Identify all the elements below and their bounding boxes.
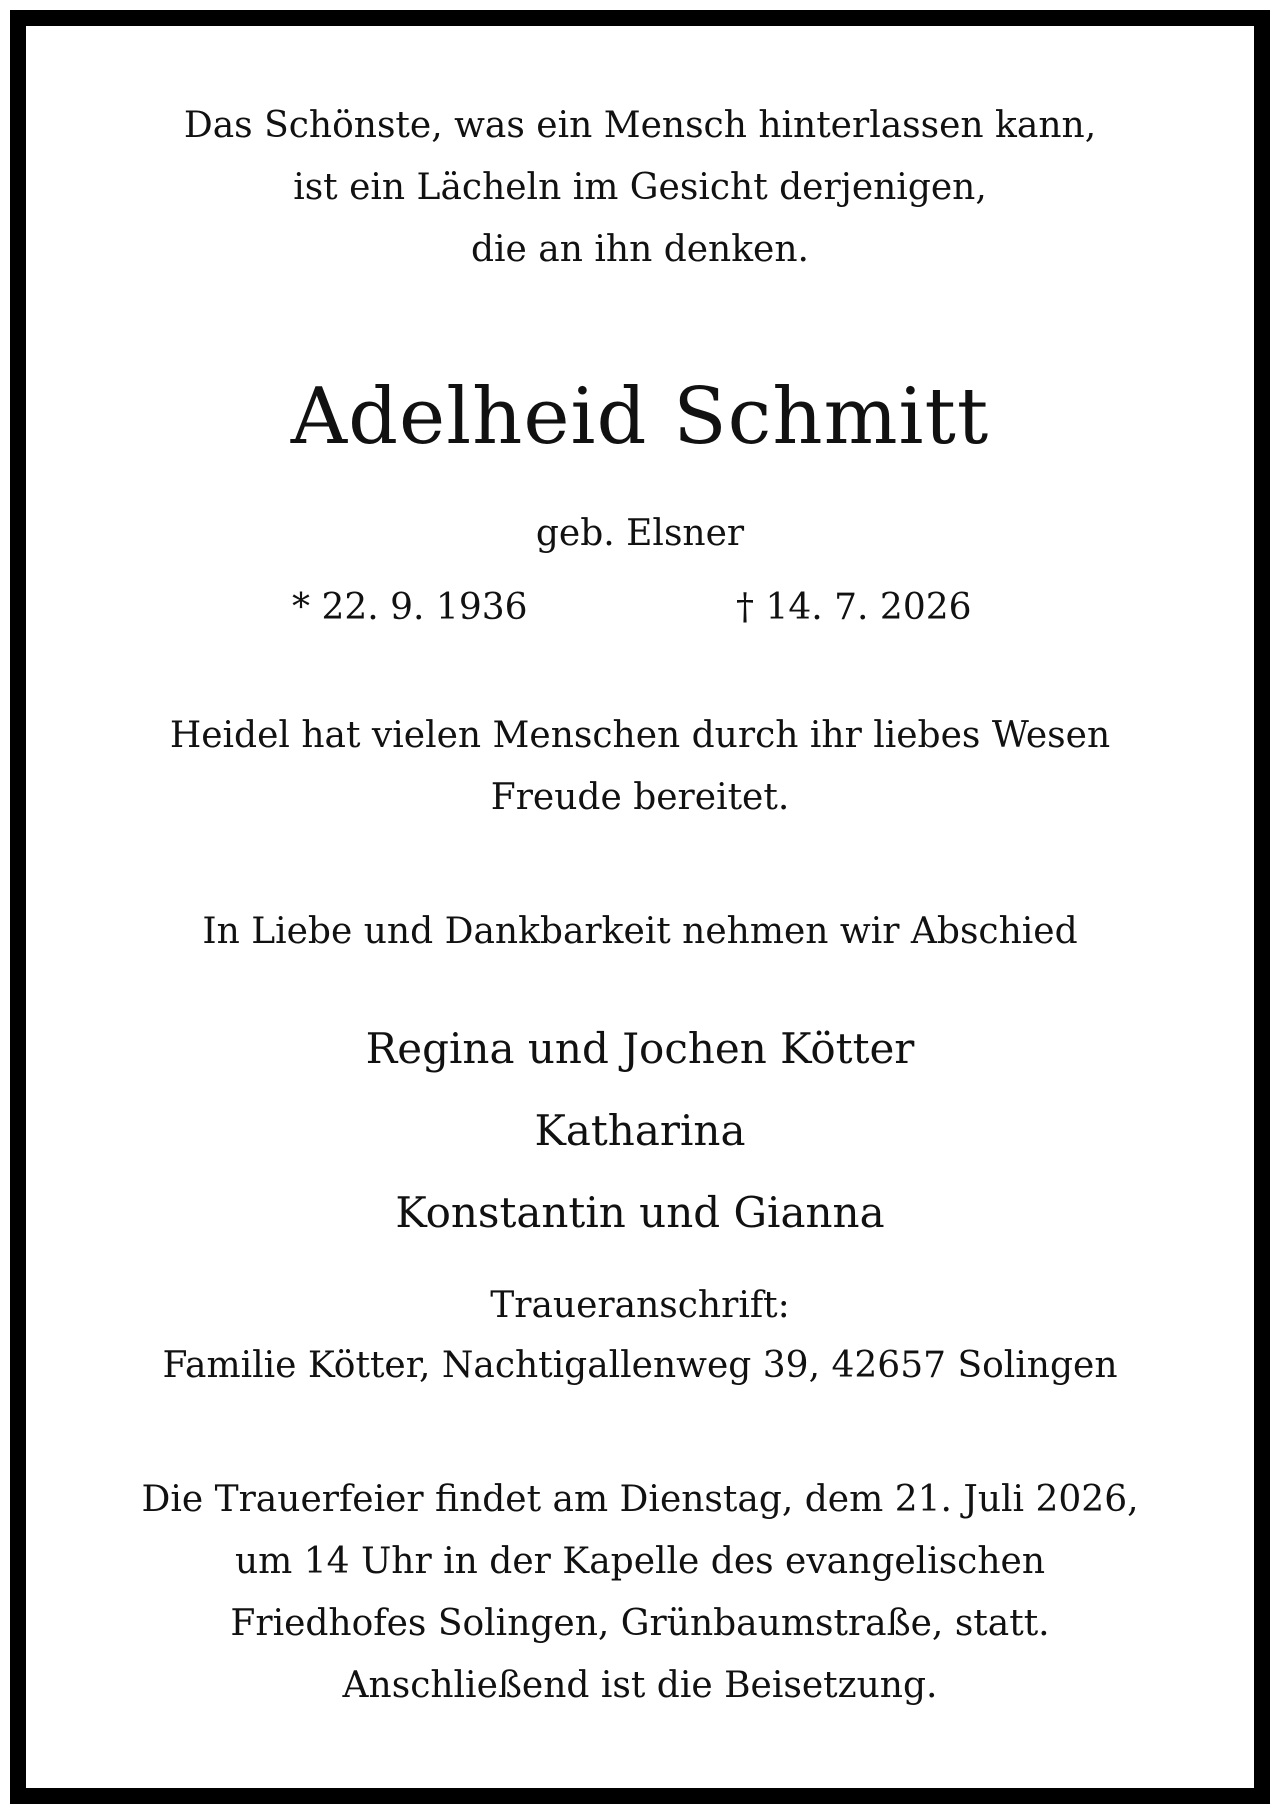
birth-date: * 22. 9. 1936 <box>292 587 528 628</box>
mourner-1: Regina und Jochen Kötter <box>365 1024 915 1073</box>
tribute-line-1: Heidel hat vielen Menschen durch ihr liebes Wesen <box>169 715 1111 756</box>
deceased-name: Adelheid Schmitt <box>290 372 990 462</box>
obituary-notice <box>10 10 1270 1804</box>
mourning-address: Familie Kötter, Nachtigallenweg 39, 42657 Solingen <box>162 1345 1118 1386</box>
ceremony-line-2: um 14 Uhr in der Kapelle des evangelischen <box>234 1541 1046 1582</box>
address-label: Traueranschrift: <box>490 1285 790 1326</box>
ceremony-line-1: Die Trauerfeier findet am Dienstag, dem 21. Juli 2026, <box>141 1479 1139 1520</box>
quote-line-2: ist ein Lächeln im Gesicht derjenigen, <box>293 167 987 208</box>
ceremony-line-4: Anschließend ist die Beisetzung. <box>342 1665 938 1706</box>
tribute-line-2: Freude bereitet. <box>490 777 790 818</box>
death-date: † 14. 7. 2026 <box>736 587 972 628</box>
ceremony-line-3: Friedhofes Solingen, Grünbaumstraße, statt. <box>230 1603 1050 1644</box>
mourner-3: Konstantin und Gianna <box>395 1188 885 1237</box>
quote-line-3: die an ihn denken. <box>470 229 809 270</box>
quote-line-1: Das Schönste, was ein Mensch hinterlassen kann, <box>183 105 1097 146</box>
maiden-name: geb. Elsner <box>535 513 745 554</box>
farewell-text: In Liebe und Dankbarkeit nehmen wir Abschied <box>202 911 1078 952</box>
mourner-2: Katharina <box>534 1106 746 1155</box>
